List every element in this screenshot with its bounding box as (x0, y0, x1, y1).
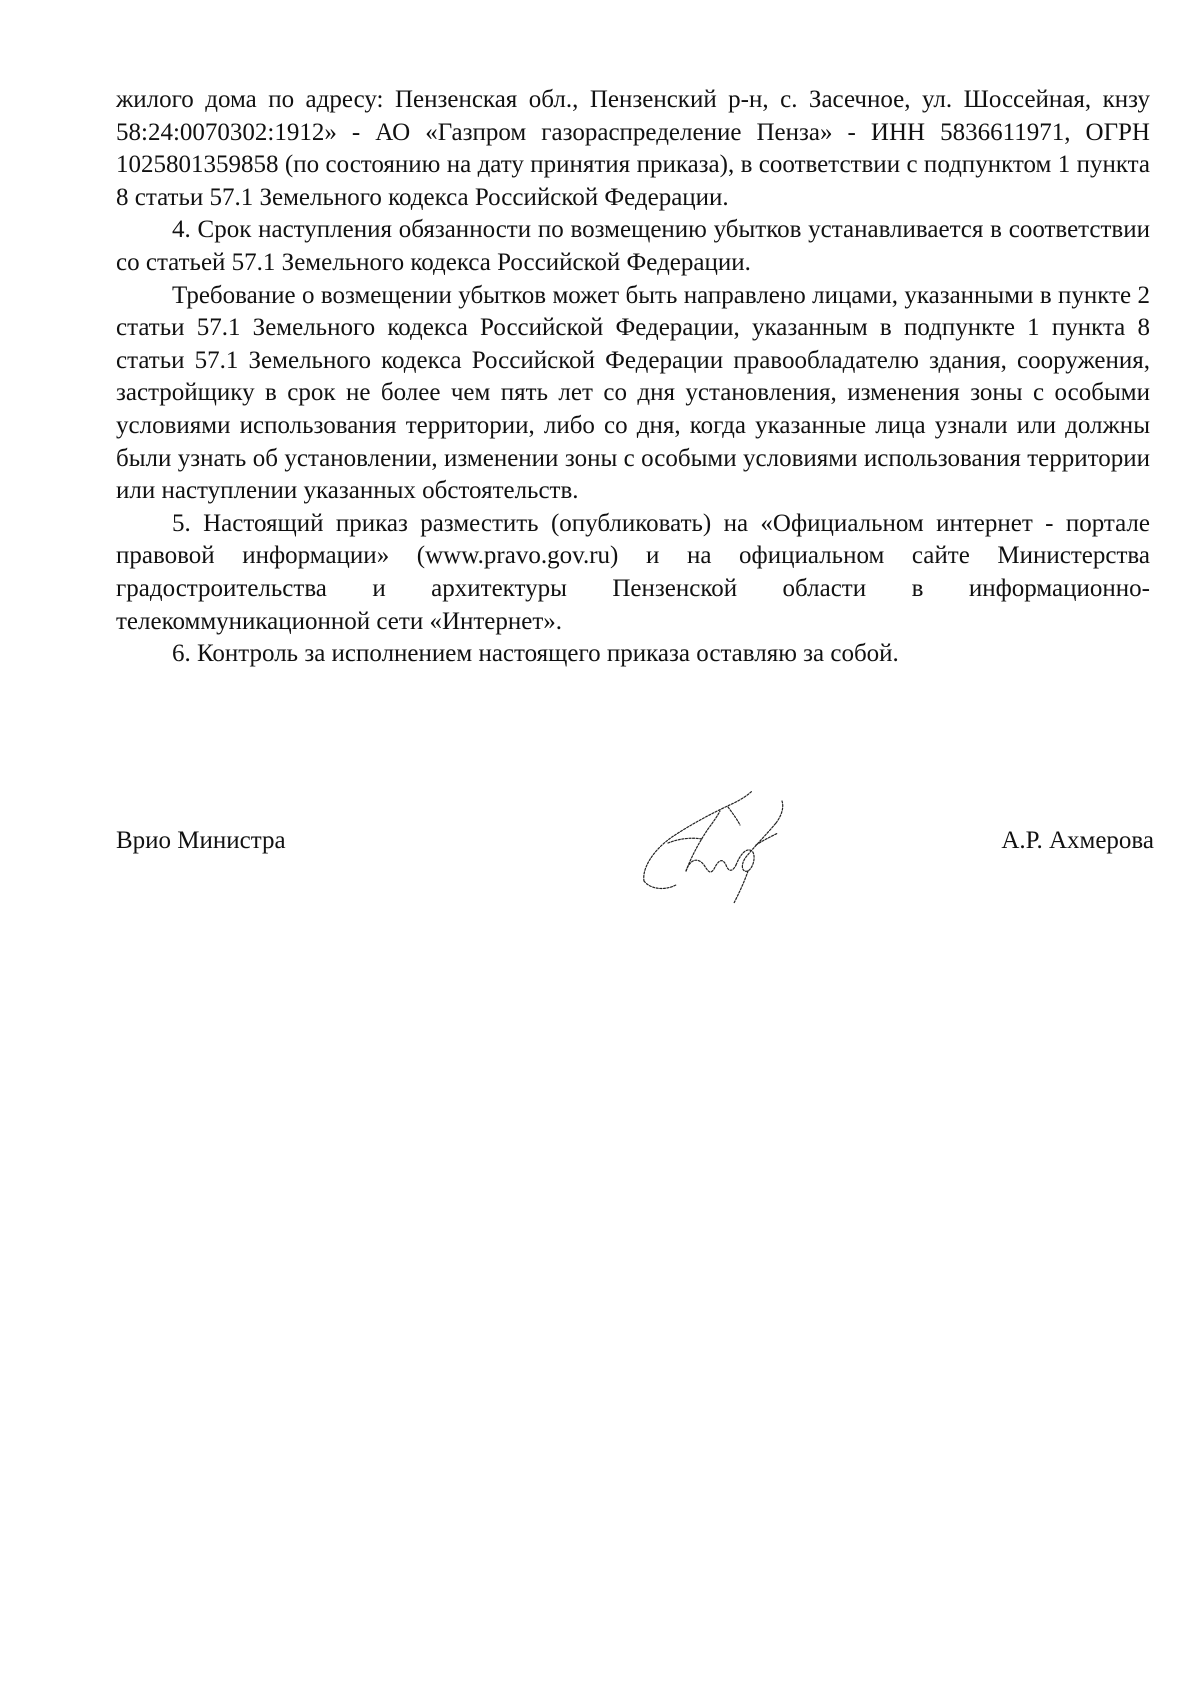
paragraph-item-4: 4. Срок наступления обязанности по возмещению убытков устанавливается в соответствии со статьей 57.1 Земельного кодекса Российской Федерации. (116, 216, 1150, 276)
paragraph-item-5: 5. Настоящий приказ разместить (опубликовать) на «Официальном интернет - портале правовой информации» (www.pravo.gov.ru) и на официальном сайте Министерства градостроительства и архитектуры Пензенской области в информационно-телекоммуникационной сети «Интернет». (116, 509, 1150, 635)
signature-block (116, 795, 1154, 905)
paragraph-address-continuation: жилого дома по адресу: Пензенская обл., Пензенский р-н, с. Засечное, ул. Шоссейная, кнзу 58:24:0070302:1912» - АО «Газпром газораспределение Пенза» - ИНН 5836611971, ОГРН 1025801359858 (по состоянию на дату принятия приказа), в соответствии с подпунктом 1 пункта 8 статьи 57.1 Земельного кодекса Российской Федерации. (116, 86, 1150, 211)
signatory-title: Врио Министра (116, 827, 286, 854)
handwritten-signature-icon (638, 785, 813, 905)
paragraph-compensation-claim: Требование о возмещении убытков может быть направлено лицами, указанными в пункте 2 статьи 57.1 Земельного кодекса Российской Федерации, указанным в подпункте 1 пункта 8 статьи 57.1 Земельного кодекса Российской Федерации правообладателю здания, сооружения, застройщику в срок не более чем пять лет со дня установления, изменения зоны с особыми условиями использования территории, либо со дня, когда указанные лица узнали или должны были узнать об установлении, изменении зоны с особыми условиями использования территории или наступлении указанных обстоятельств. (116, 281, 1150, 505)
signatory-name: А.Р. Ахмерова (1001, 827, 1154, 854)
paragraph-item-6: 6. Контроль за исполнением настоящего приказа оставляю за собой. (172, 640, 899, 668)
document-body (116, 84, 1150, 671)
